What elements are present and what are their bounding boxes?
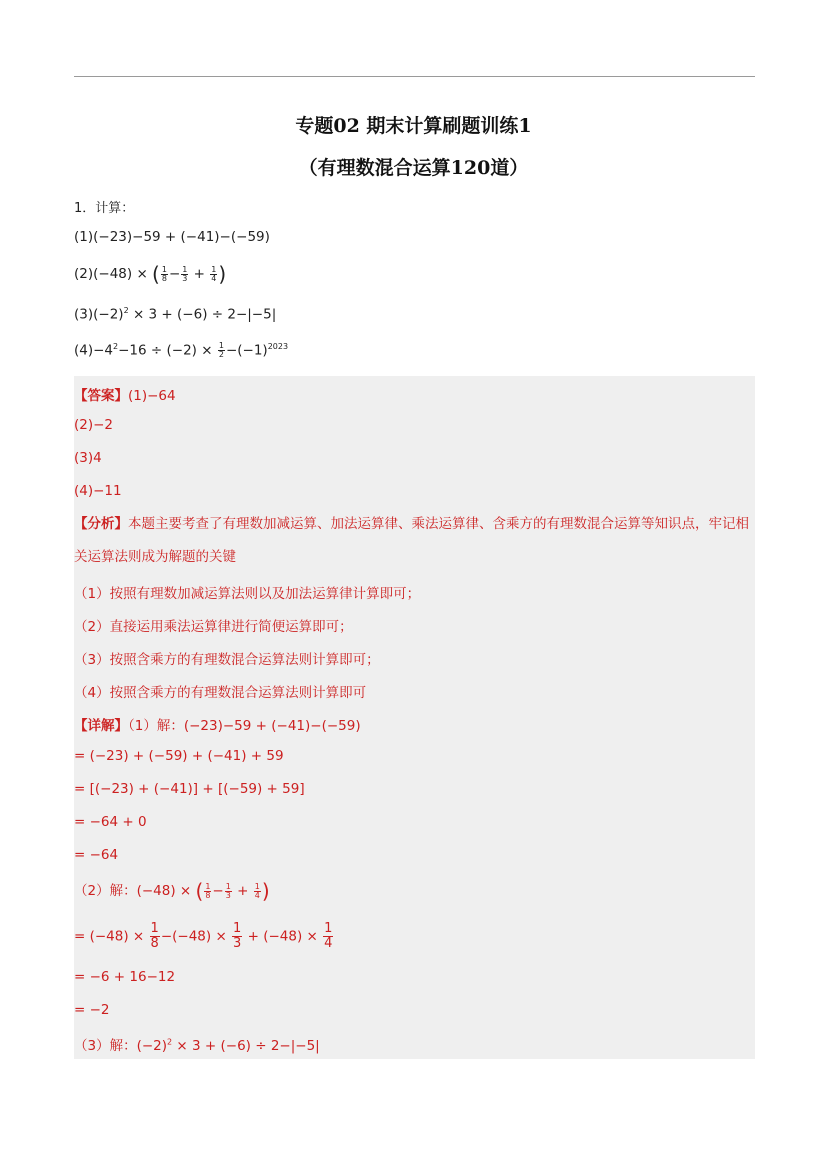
detail-1-line-2: = [(−23) + (−41)] + [(−59) + 59]	[74, 781, 305, 797]
problem-1: (1)(−23)−59 + (−41)−(−59)	[74, 229, 270, 245]
analysis-step-4: （4）按照含乘方的有理数混合运算法则计算即可	[74, 685, 367, 701]
fraction: $\frac{1}{8}$	[161, 264, 167, 283]
answer-line-4: (4)−11	[74, 483, 122, 499]
problem-3: $(3)(-2)^2 \times 3 + (-6) \div 2-|-5|$	[74, 306, 277, 323]
fraction: $\frac{1}{3}$	[233, 921, 242, 951]
fraction: $\frac{1}{4}$	[324, 921, 333, 951]
document-title: 专题02 期末计算刷题训练1	[295, 115, 532, 137]
analysis-step-1: （1）按照有理数加减运算法则以及加法运算律计算即可；	[74, 586, 421, 602]
answer-line-2: (2)−2	[74, 417, 114, 433]
fraction: $\frac{1}{3}$	[182, 264, 188, 283]
detail-2-line-2: = −6 + 16−12	[74, 969, 176, 985]
detail-2-line-3: = −2	[74, 1002, 110, 1018]
detail-label: 【详解】	[74, 718, 128, 734]
fraction: $\frac{1}{2}$	[218, 341, 224, 359]
analysis-label: 【分析】	[74, 516, 128, 532]
detail-2-line-1: = (−48) × $\frac{1}{8}$ −(−48) × $\frac{1}{3}$ + (−48) × $\frac{1}{4}$	[74, 921, 333, 951]
fraction: $\frac{1}{4}$	[254, 881, 260, 900]
fraction: $\frac{1}{8}$	[150, 921, 159, 951]
analysis-step-2: （2）直接运用乘法运算律进行简便运算即可；	[74, 619, 353, 635]
fraction: $\frac{1}{4}$	[211, 264, 217, 283]
detail-1-line-4: = −64	[74, 847, 119, 863]
document-subtitle: （有理数混合运算120道）	[298, 157, 529, 179]
header-rule	[74, 76, 755, 77]
answer-line-1: 【答案】(1)−64	[74, 388, 176, 404]
fraction: $\frac{1}{3}$	[225, 881, 231, 900]
detail-1-line-1: = (−23) + (−59) + (−41) + 59	[74, 748, 284, 764]
problem-4: $(4)-4^2-16 \div (-2)$ × $\frac{1}{2}$ $-(-1)^{2023}$	[74, 341, 289, 359]
analysis-paragraph: 【分析】本题主要考查了有理数加减运算、加法运算律、乘法运算律、含乘方的有理数混合运算等知识点，牢记相关运算法则成为解题的关键	[74, 516, 749, 565]
detail-1-head: 【详解】（1）解：(−23)−59 + (−41)−(−59)	[74, 718, 361, 734]
fraction: $\frac{1}{8}$	[205, 881, 211, 900]
detail-2-head: （2）解：(−48) × ( $\frac{1}{8}$ − $\frac{1}{3}$ + $\frac{1}{4}$ )	[74, 879, 270, 903]
answer-label: 【答案】	[74, 388, 128, 404]
analysis-step-3: （3）按照含乘方的有理数混合运算法则计算即可；	[74, 652, 380, 668]
question-heading: 1．计算：	[74, 201, 135, 216]
problem-2-prefix: (2)(−48) ×	[74, 266, 153, 282]
answer-line-3: (3)4	[74, 450, 102, 466]
detail-3-head: （3）解：$(-2)^2 \times 3 + (-6) \div 2-|-5|$	[74, 1037, 320, 1054]
detail-1-line-3: = −64 + 0	[74, 814, 147, 830]
problem-2: (2)(−48) × ( $\frac{1}{8}$ − $\frac{1}{3}$ + $\frac{1}{4}$ )	[74, 262, 227, 286]
